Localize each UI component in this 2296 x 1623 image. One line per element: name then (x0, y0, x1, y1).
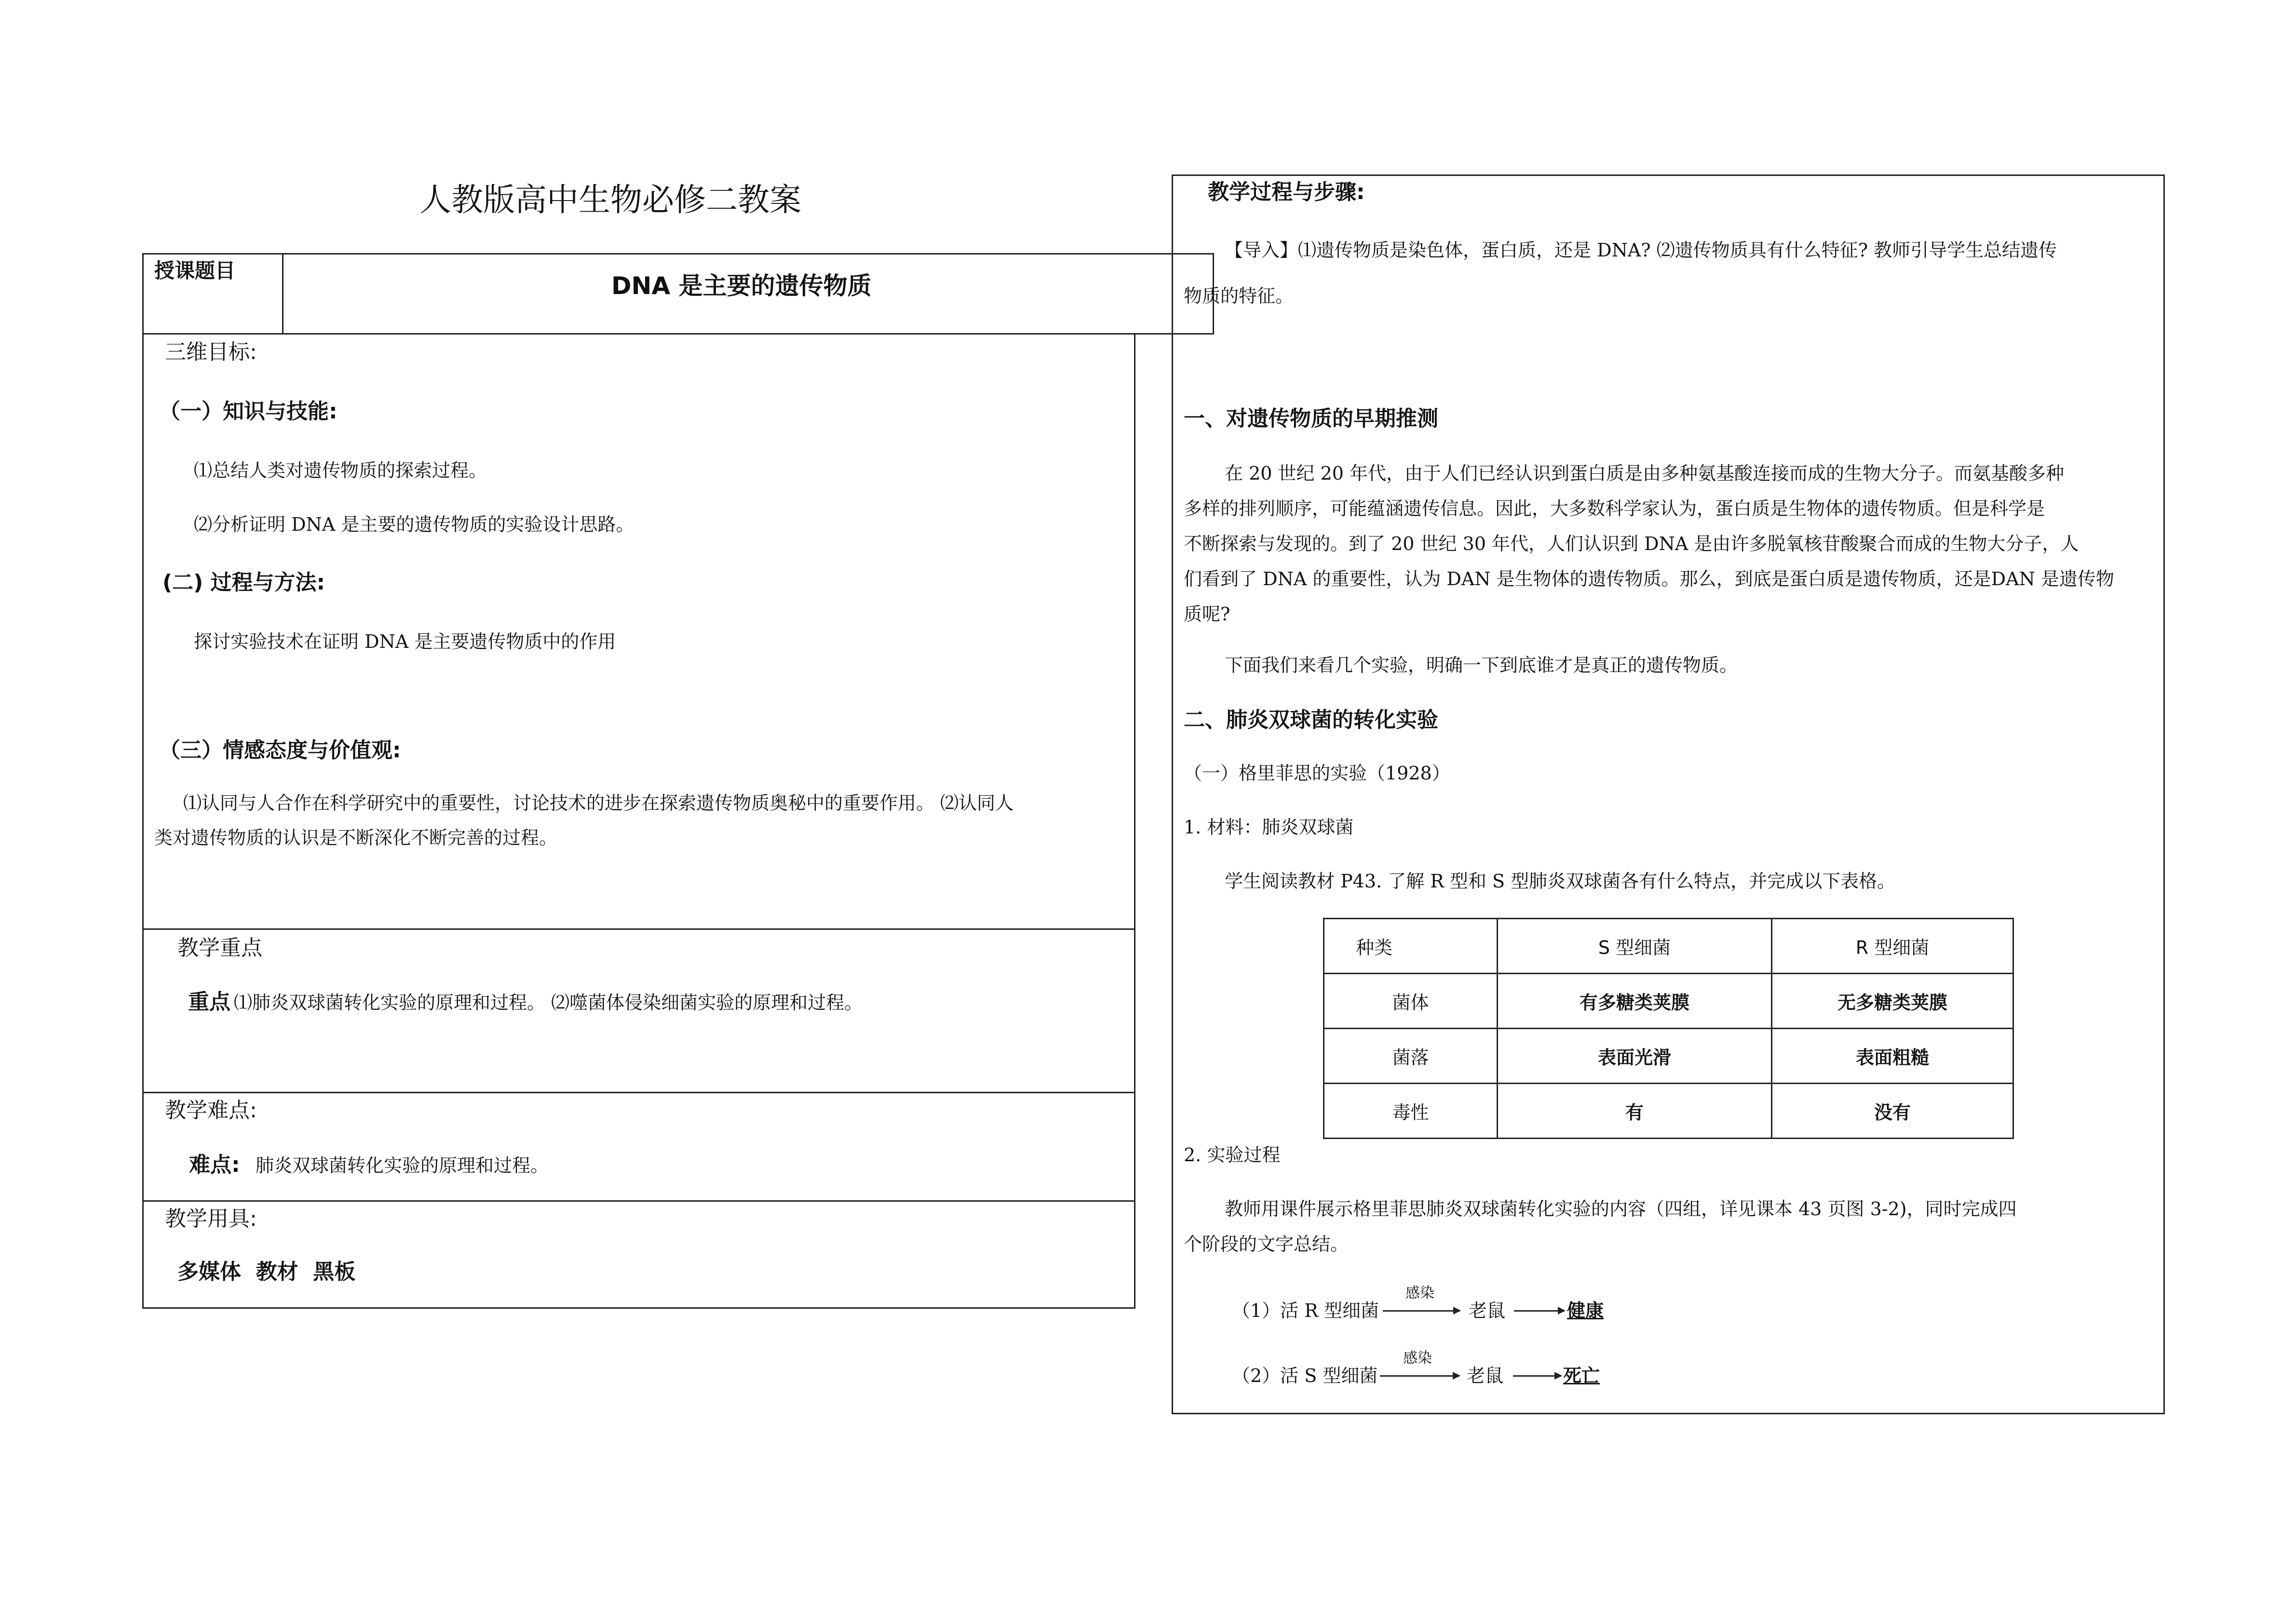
table-cell: 有多糖类荚膜 (1498, 974, 1772, 1029)
table-row (1324, 1029, 2013, 1084)
divider-key-points (142, 928, 1135, 930)
knowledge-item-1: ⑴总结人类对遗传物质的探索过程。 (194, 460, 487, 481)
process-method-heading: (二) 过程与方法: (162, 570, 325, 595)
procedure-body (1184, 1192, 2153, 1262)
key-points-label: 重点 (188, 990, 230, 1014)
table-row (1324, 974, 2013, 1029)
process-method-item: 探讨实验技术在证明 DNA 是主要遗传物质中的作用 (194, 631, 616, 652)
tools-items: 多媒体 教材 黑板 (177, 1260, 356, 1284)
table-cell: 菌落 (1324, 1029, 1498, 1084)
section1-followup: 下面我们来看几个实验，明确一下到底谁才是真正的遗传物质。 (1225, 655, 1738, 676)
step-1-result: 健康 (1567, 1300, 1604, 1321)
section1-line-4: 们看到了 DNA 的重要性，认为 DAN 是生物体的遗传物质。那么，到底是蛋白质是遗传物质，还是DAN 是遗传物 (1184, 568, 2114, 590)
table-cell: S 型细菌 (1498, 919, 1772, 974)
step-1-middle: 老鼠 (1469, 1300, 1506, 1321)
step-1-prefix: （1）活 R 型细菌 (1232, 1300, 1379, 1321)
intro-text: ⑴遗传物质是染色体，蛋白质，还是 DNA? ⑵遗传物质具有什么特征? 教师引导学生总结遗传 (1298, 240, 2057, 261)
table-cell: 表面光滑 (1498, 1029, 1772, 1084)
process-heading: 教学过程与步骤: (1208, 180, 1365, 204)
section1-line-1: 在 20 世纪 20 年代，由于人们已经认识到蛋白质是由多种氨基酸连接而成的生物大分子。而氨基酸多种 (1225, 463, 2065, 484)
step-2-prefix: （2）活 S 型细菌 (1232, 1365, 1378, 1386)
table-cell: 种类 (1324, 919, 1498, 974)
step-2-arrow (1380, 1375, 1459, 1377)
bacteria-comparison-table (1323, 918, 2014, 1139)
section2-sub1: （一）格里菲思的实验（1928） (1184, 763, 1450, 784)
intro-line-1 (1225, 238, 2057, 263)
emotion-line-2: 类对遗传物质的认识是不断深化不断完善的过程。 (154, 827, 558, 848)
intro-label: 【导入】 (1225, 240, 1298, 261)
section1-line-3: 不断探索与发现的。到了 20 世纪 30 年代，人们认识到 DNA 是由许多脱氧核苷酸聚合而成的生物大分子，人 (1184, 533, 2079, 554)
emotion-line-1: ⑴认同与人合作在科学研究中的重要性，讨论技术的进步在探索遗传物质奥秘中的重要作用。 ⑵认同人 (183, 792, 1014, 814)
key-points-text: ⑴肺炎双球菌转化实验的原理和过程。 ⑵噬菌体侵染细菌实验的原理和过程。 (234, 992, 863, 1013)
step-1-arrow-label: 感染 (1405, 1285, 1434, 1301)
knowledge-heading: （一）知识与技能: (159, 399, 338, 424)
table-cell: 菌体 (1324, 974, 1498, 1029)
step-1-arrow (1383, 1310, 1460, 1312)
section2-heading: 二、肺炎双球菌的转化实验 (1184, 708, 1438, 732)
divider-tools (142, 1200, 1135, 1202)
difficulties-heading: 教学难点: (165, 1098, 257, 1123)
step-2-middle: 老鼠 (1467, 1365, 1504, 1386)
section1-heading: 一、对遗传物质的早期推测 (1184, 406, 1438, 431)
tools-heading: 教学用具: (165, 1207, 257, 1231)
table-cell: 无多糖类荚膜 (1772, 974, 2013, 1029)
knowledge-item-2: ⑵分析证明 DNA 是主要的遗传物质的实验设计思路。 (194, 514, 635, 535)
table-row (1324, 1084, 2013, 1139)
table-header-row (1324, 919, 2013, 974)
intro-line-2: 物质的特征。 (1184, 285, 1294, 307)
table-cell: 毒性 (1324, 1084, 1498, 1139)
section1-line-5: 质呢? (1184, 604, 1230, 625)
emotion-heading: （三）情感态度与价值观: (159, 738, 401, 763)
step-2-result: 死亡 (1563, 1365, 1600, 1386)
table-cell: 没有 (1772, 1084, 2013, 1139)
procedure-heading: 2. 实验过程 (1184, 1144, 1281, 1166)
topic-value: DNA 是主要的遗传物质 (611, 272, 872, 300)
section2-reading: 学生阅读教材 P43. 了解 R 型和 S 型肺炎双球菌各有什么特点，并完成以下表格。 (1225, 871, 1896, 892)
objectives-heading: 三维目标: (165, 340, 257, 364)
procedure-line-1: 教师用课件展示格里菲思肺炎双球菌转化实验的内容（四组，详见课本 43 页图 3-2)，同时完成四 (1225, 1198, 2017, 1220)
table-cell: 表面粗糙 (1772, 1029, 2013, 1084)
key-points-heading: 教学重点 (177, 936, 262, 960)
topic-divider (282, 253, 284, 335)
topic-label: 授课题目 (154, 259, 236, 282)
step-1-result-arrow (1514, 1310, 1565, 1312)
divider-difficulties (142, 1092, 1135, 1093)
step-2-result-arrow (1513, 1375, 1561, 1377)
table-cell: R 型细菌 (1772, 919, 2013, 974)
section2-material: 1. 材料：肺炎双球菌 (1184, 817, 1354, 838)
step-2-arrow-label: 感染 (1403, 1350, 1432, 1367)
section1-body (1184, 456, 2153, 632)
table-cell: 有 (1498, 1084, 1772, 1139)
difficulties-text: 肺炎双球菌转化实验的原理和过程。 (256, 1155, 549, 1176)
difficulties-label: 难点: (189, 1153, 240, 1177)
section1-line-2: 多样的排列顺序，可能蕴涵遗传信息。因此，大多数科学家认为，蛋白质是生物体的遗传物质。但是科学是 (1184, 498, 2045, 519)
procedure-line-2: 个阶段的文字总结。 (1184, 1234, 1349, 1255)
page-title: 人教版高中生物必修二教案 (419, 181, 801, 218)
